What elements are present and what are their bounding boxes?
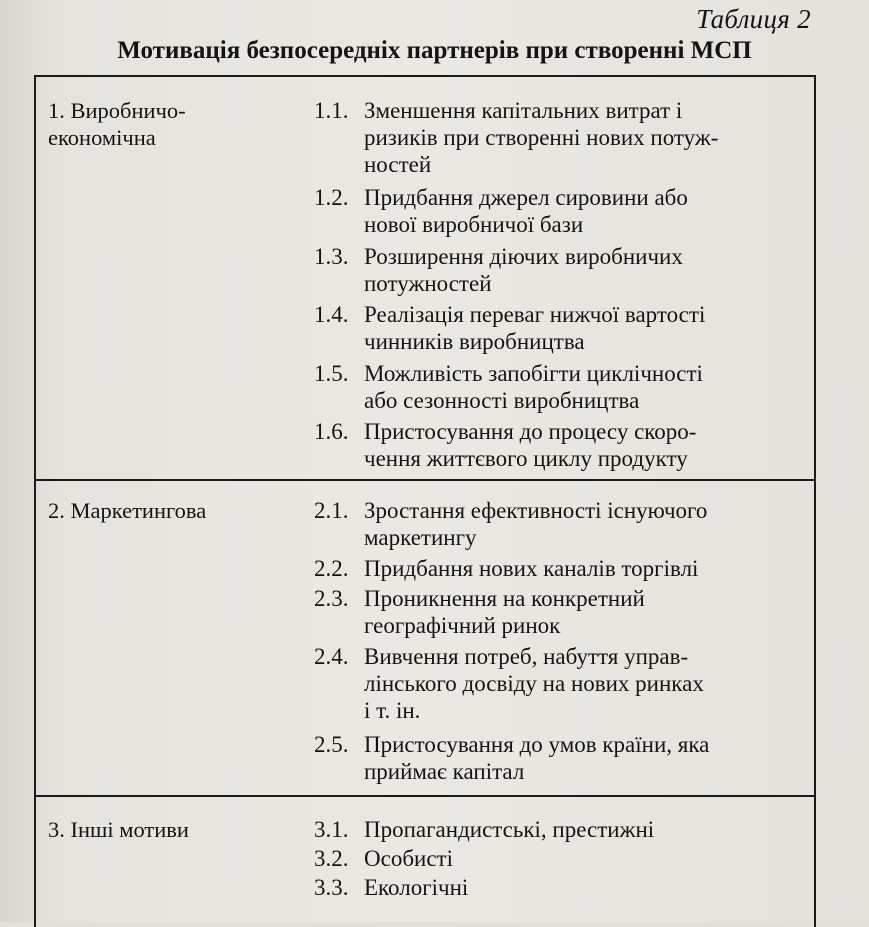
motive-text-line: Проникнення на конкретний [364,586,645,611]
motive-text-line: Особисті [364,846,453,871]
table-section-marketing [36,481,814,797]
motive-text-line: чинників виробництва [364,329,585,354]
motive-item [314,360,809,414]
motive-text [314,243,809,297]
motive-text [314,97,809,178]
motive-text-line: маркетингу [364,525,477,550]
motive-item [314,816,809,843]
motive-text [314,731,809,785]
motive-text [314,585,809,639]
motive-number: 2.4. [314,644,349,669]
motive-text-line: потужностей [364,271,492,296]
motive-number: 3.3. [314,875,349,900]
motive-item [314,643,809,724]
category-label [48,497,206,524]
motive-item [314,874,809,901]
motive-text-line: Пристосування до процесу скоро- [364,419,697,444]
motive-text-line: Екологічні [364,875,469,900]
motive-text [314,555,809,582]
motive-text [314,360,809,414]
motive-number: 2.1. [314,498,349,523]
motive-text-line: географічний ринок [364,613,561,638]
motive-text-line: Пристосування до умов країни, яка [364,732,710,757]
table-caption: Таблиця 2 [696,4,811,34]
category-label-line: 2. Маркетингова [48,498,207,523]
motive-text-line: чення життєвого циклу продукту [364,446,688,471]
motive-number: 1.1. [314,98,349,123]
motive-text [314,184,809,238]
motive-text-line: Придбання джерел сировини або [364,185,688,210]
motive-number: 1.5. [314,361,349,386]
motivation-table [34,75,816,927]
motive-text [314,874,809,901]
motive-text [314,497,809,551]
motive-text-line: Придбання нових каналів торгівлі [364,556,699,581]
motive-number: 1.4. [314,302,349,327]
motive-text-line: Реалізація переваг нижчої вартості [364,302,706,327]
motive-text [314,845,809,872]
motive-text-line: Пропагандистські, престижні [364,817,655,842]
motive-number: 2.3. [314,586,349,611]
motive-text [314,418,809,472]
motive-number: 2.2. [314,556,349,581]
motive-item [314,301,809,355]
category-label [48,97,186,151]
motive-text-line: ризиків при створенні нових потуж- [364,125,719,150]
motive-text [314,301,809,355]
motive-text-line: Вивчення потреб, набуття управ- [364,644,689,669]
motive-item [314,731,809,785]
motive-text-line: Розширення діючих виробничих [364,244,683,269]
motive-text-line: і т. ін. [364,698,421,723]
category-label-line: 1. Виробничо- [48,98,186,123]
category-label-line: 3. Інші мотиви [48,817,189,842]
table-title: Мотивація безпосередніх партнерів при створенні МСП [117,37,752,64]
motive-item [314,497,809,551]
motive-text [314,816,809,843]
motive-text-line: Зменшення капітальних витрат і [364,98,683,123]
motive-item [314,243,809,297]
motive-item [314,184,809,238]
category-label-line: економічна [48,125,156,150]
motive-item [314,97,809,178]
motive-text-line: нової виробничої бази [364,212,584,237]
motive-text-line: Можливість запобігти циклічності [364,361,703,386]
motive-number: 1.2. [314,185,349,210]
table-section-other [36,797,814,927]
motive-number: 1.6. [314,419,349,444]
motive-text-line: або сезонності виробництва [364,388,640,413]
motive-number: 3.1. [314,817,349,842]
motive-item [314,845,809,872]
motive-number: 1.3. [314,244,349,269]
motive-text-line: лінського досвіду на нових ринках [364,671,704,696]
category-label [48,816,189,843]
motive-text-line: Зростання ефективності існуючого [364,498,708,523]
motive-item [314,418,809,472]
motive-item [314,585,809,639]
motive-item [314,555,809,582]
motive-text-line: приймає капітал [364,759,525,784]
table-section-production [36,77,814,481]
motive-number: 3.2. [314,846,349,871]
motive-text-line: ностей [364,152,432,177]
motive-number: 2.5. [314,732,349,757]
motive-text [314,643,809,724]
